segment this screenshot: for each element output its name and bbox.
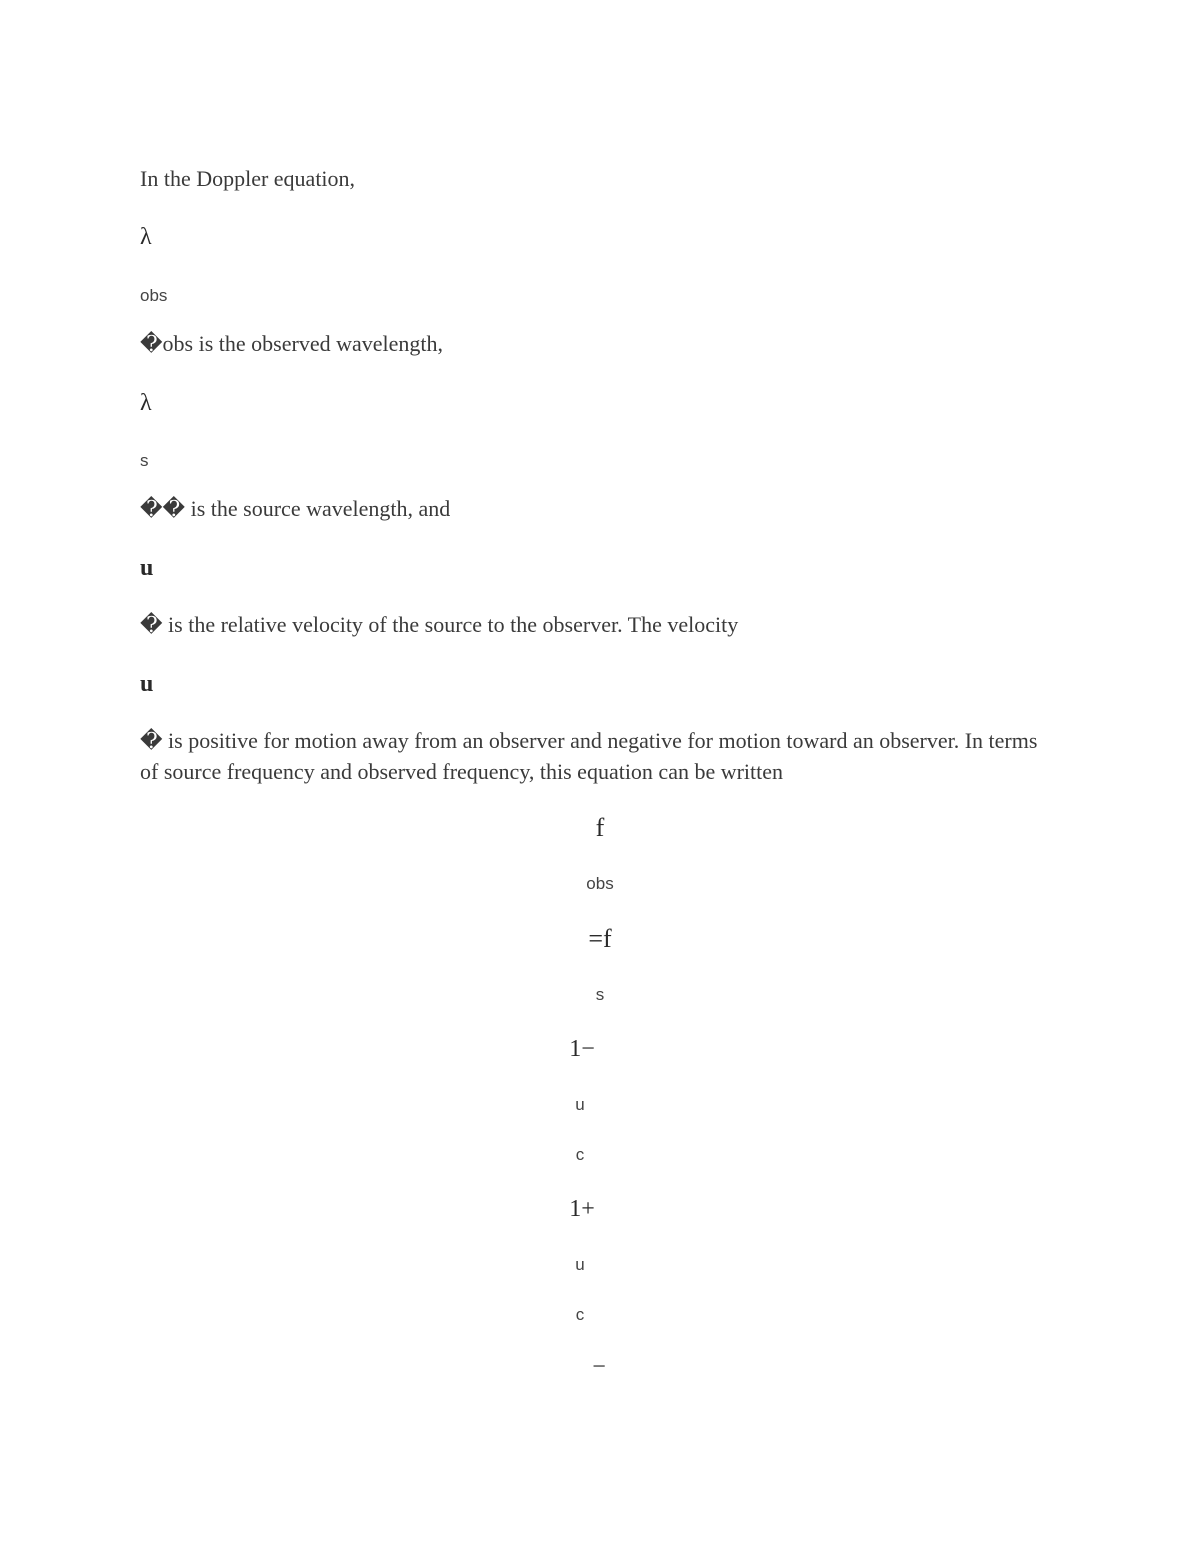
equation-radical-mark: −: [592, 1354, 606, 1380]
equation-one-minus: 1−: [569, 1036, 595, 1062]
observed-wavelength-text: �obs is the observed wavelength,: [140, 331, 443, 356]
intro-text: In the Doppler equation,: [140, 166, 356, 191]
equation-one-plus: 1+: [569, 1196, 595, 1222]
equation-u-numerator: u: [575, 1255, 585, 1274]
equation-u-numerator: u: [575, 1095, 585, 1114]
equation-c-denominator: c: [575, 1305, 585, 1324]
equation-subscript-s: s: [595, 985, 605, 1004]
equation-c-denominator: c: [575, 1145, 585, 1164]
equation-f: f: [595, 813, 605, 842]
relative-velocity-text: � is the relative velocity of the source to the observer. The velocity: [140, 612, 739, 637]
subscript-obs: obs: [140, 286, 168, 305]
equation-subscript-obs: obs: [586, 874, 614, 893]
equation-equals-f: =f: [588, 924, 612, 953]
lambda-symbol: λ: [140, 390, 152, 416]
subscript-s: s: [140, 451, 149, 470]
velocity-symbol: u: [140, 555, 154, 581]
velocity-symbol: u: [140, 671, 154, 697]
lambda-symbol: λ: [140, 224, 152, 250]
explanation-paragraph: � is positive for motion away from an observer and negative for motion toward an observer. In terms of source frequency and observed frequency, this equation can be written: [140, 728, 1038, 784]
source-wavelength-text: �� is the source wavelength, and: [140, 496, 451, 521]
